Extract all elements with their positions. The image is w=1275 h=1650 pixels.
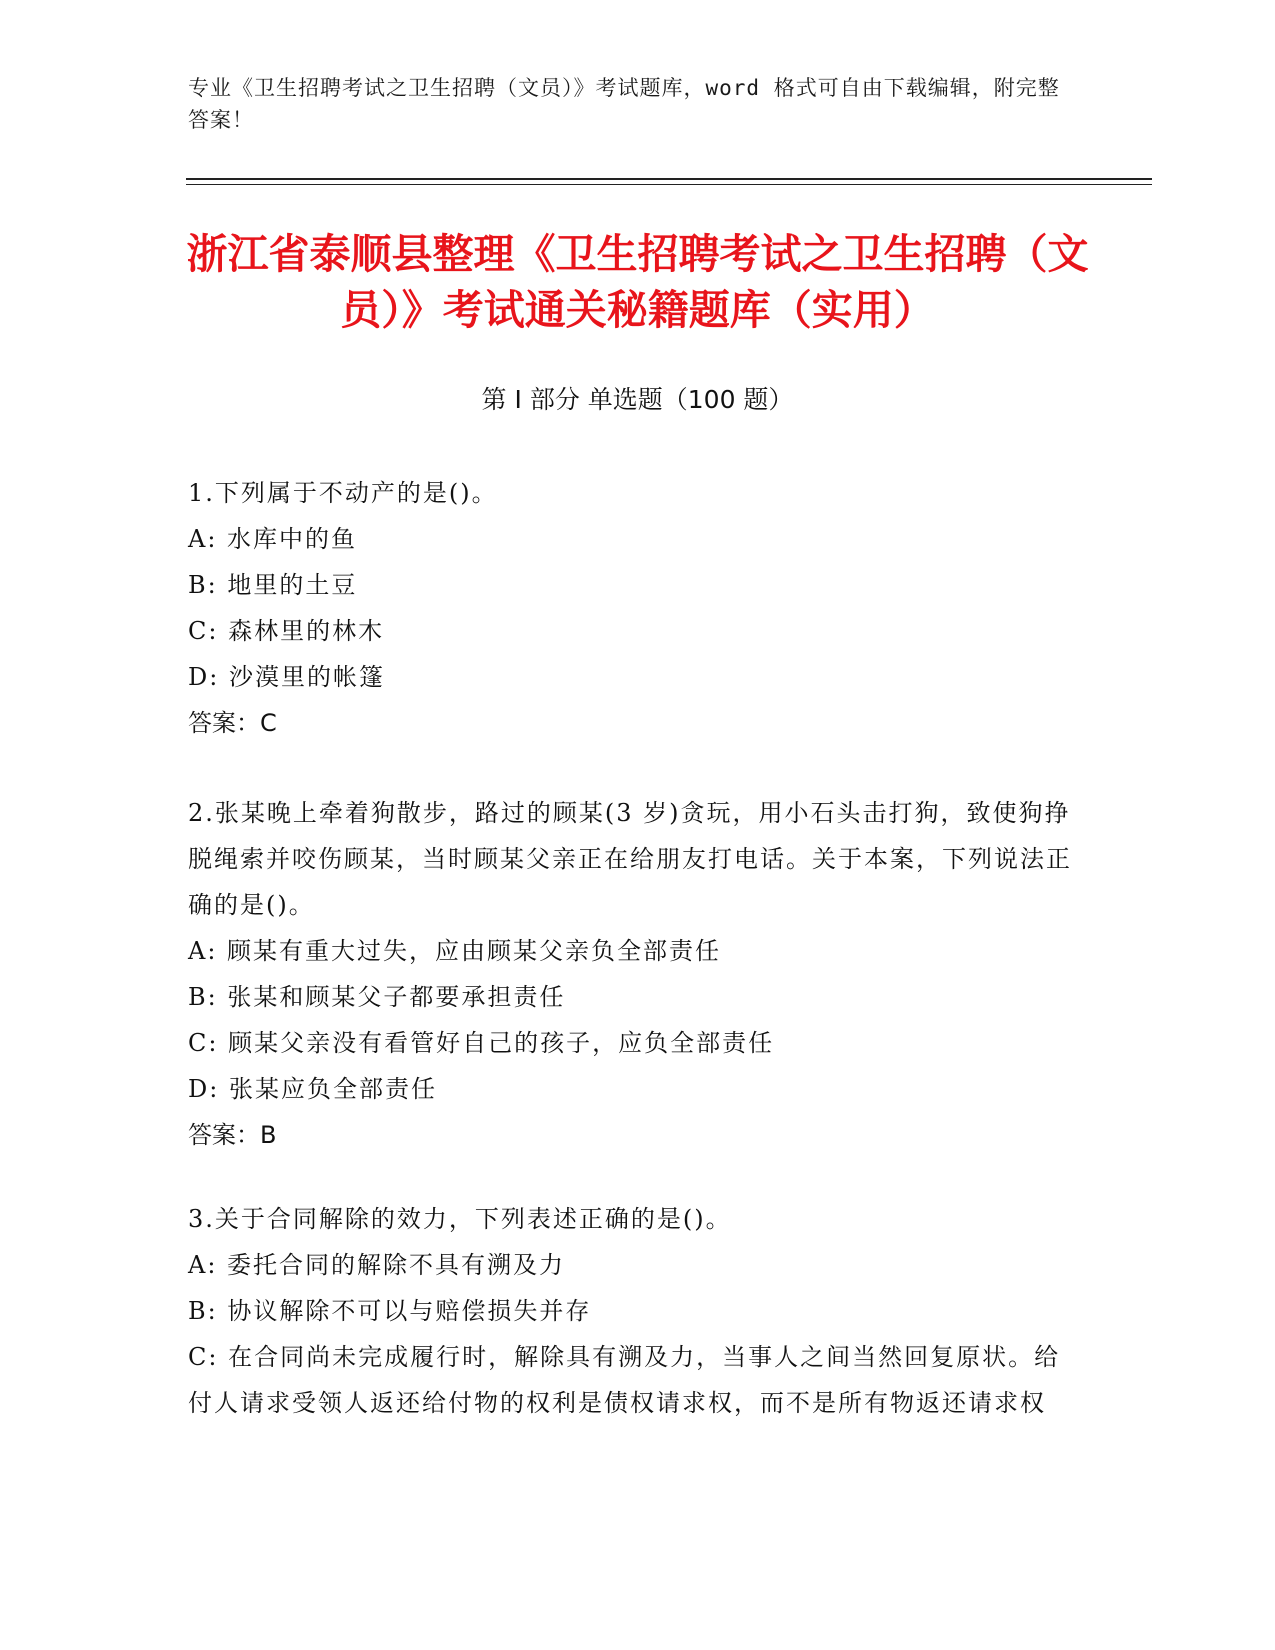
- answer-label: 答案：B: [188, 1121, 277, 1149]
- question-stem: 2.张某晚上牵着狗散步，路过的顾某(3 岁)贪玩，用小石头击打狗，致使狗挣脱绳索并咬伤顾某，当时顾某父亲正在给朋友打电话。关于本案，下列说法正确的是()。: [188, 799, 1072, 919]
- question-stem: 1.下列属于不动产的是()。: [188, 479, 498, 507]
- option-d: D: 张某应负全部责任: [188, 1075, 437, 1103]
- option-a: A: 水库中的鱼: [188, 525, 358, 553]
- answer-label: 答案：C: [188, 709, 277, 737]
- header-note: 专业《卫生招聘考试之卫生招聘（文员）》考试题库，word 格式可自由下载编辑，附完整答案！: [188, 76, 1060, 132]
- section-heading: 第 I 部分 单选题（100 题）: [481, 385, 794, 414]
- option-a: A: 顾某有重大过失，应由顾某父亲负全部责任: [188, 937, 722, 965]
- option-c: C: 顾某父亲没有看管好自己的孩子，应负全部责任: [188, 1029, 775, 1057]
- question-1: [188, 470, 1078, 746]
- option-b: B: 张某和顾某父子都要承担责任: [188, 983, 566, 1011]
- option-a: A: 委托合同的解除不具有溯及力: [188, 1251, 566, 1279]
- header-divider-thin: [186, 184, 1152, 185]
- question-2: [188, 790, 1078, 1158]
- document-title: 浙江省泰顺县整理《卫生招聘考试之卫生招聘（文员）》考试通关秘籍题库（实用）: [186, 230, 1089, 334]
- question-3: [188, 1196, 1078, 1426]
- option-c: C: 在合同尚未完成履行时，解除具有溯及力，当事人之间当然回复原状。给付人请求受领人返还给付物的权利是债权请求权，而不是所有物返还请求权: [188, 1343, 1061, 1417]
- option-d: D: 沙漠里的帐篷: [188, 663, 385, 691]
- question-stem: 3.关于合同解除的效力，下列表述正确的是()。: [188, 1205, 732, 1233]
- option-b: B: 协议解除不可以与赔偿损失并存: [188, 1297, 592, 1325]
- option-b: B: 地里的土豆: [188, 571, 358, 599]
- header-divider-thick: [186, 178, 1152, 180]
- option-c: C: 森林里的林木: [188, 617, 385, 645]
